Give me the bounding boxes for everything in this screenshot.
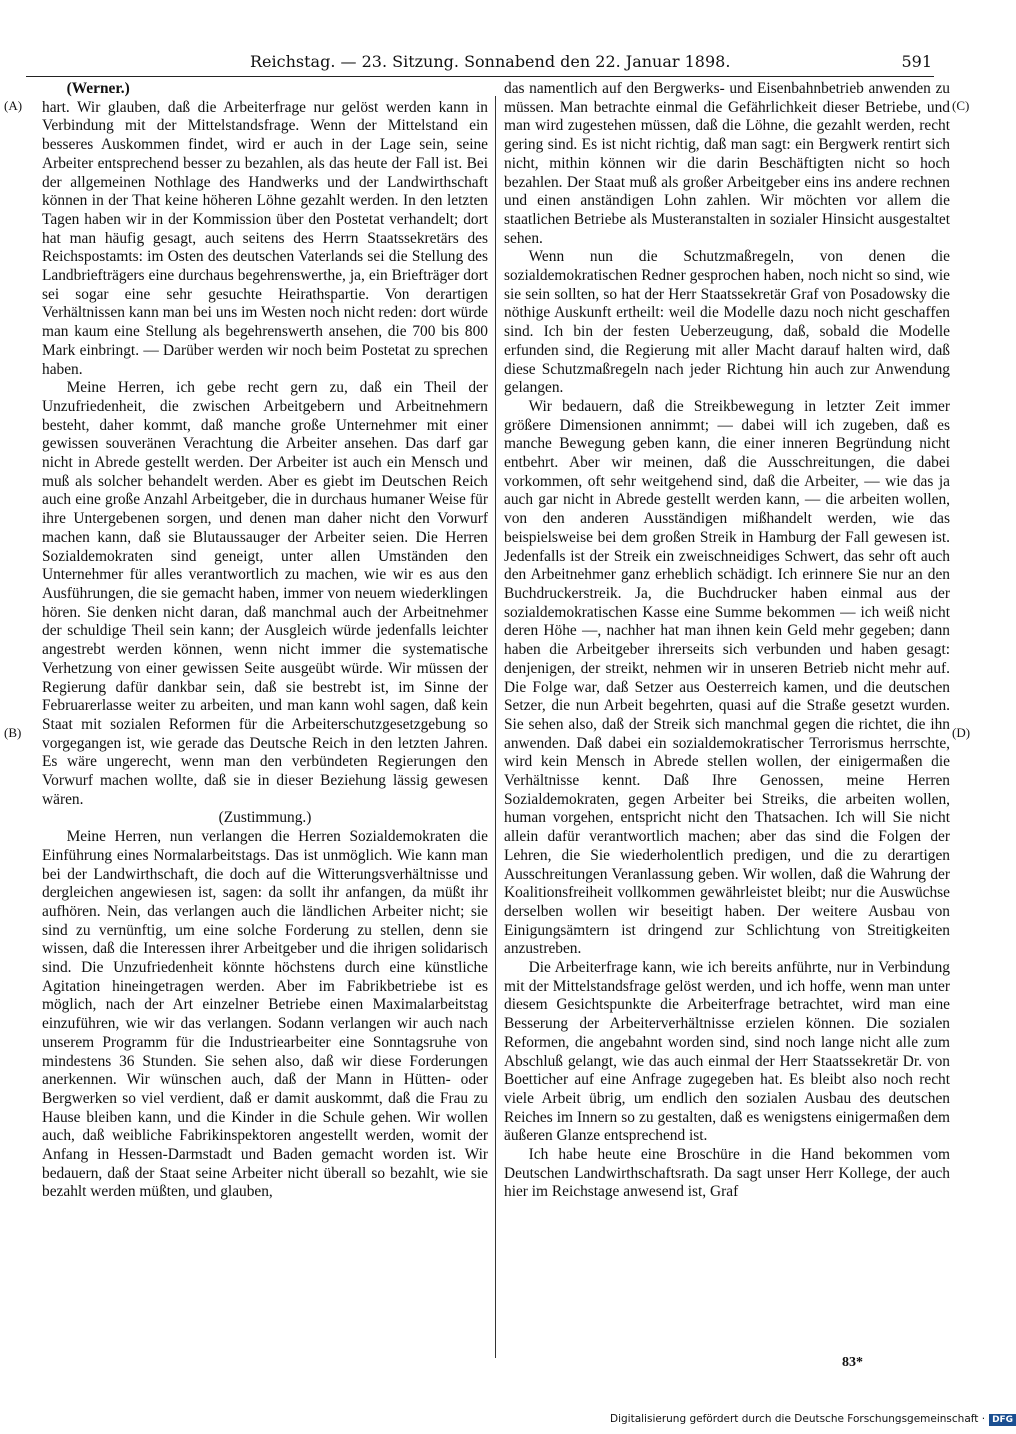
paragraph: Meine Herren, nun verlangen die Herren Sozialdemokraten die Einführung eines Normalarbeitstags. Das ist unmöglich. Wie kann man bei der Landwirthschaft, die doch auf die Witterungsverhältnisse und dergleichen angewiesen ist, sagen: da sollt ihr anfangen, da müßt ihr aufhören. Nein, das verlangen auch die ländlichen Arbeiter nicht; sie sind zu vernünftig, um eine solche Forderung zu stellen, denn sie wissen, daß die Interessen ihrer Arbeitgeber und die ihrigen solidarisch sind. Die Unzufriedenheit könnte höchstens durch eine künstliche Agitation hineingetragen werden. Aber im Fabrikbetriebe ist es möglich, nach der Art einzelner Betriebe einen Maximalarbeitstag einzuführen, wie wir das verlangen. Sodann verlangen wir auch nach unserem Programm für die Industriearbeiter eine Sonntagsruhe von mindestens 36 Stunden. Sie sehen also, daß wir diese Forderungen anerkennen. Wir wünschen auch, daß der Mann in Hütten- oder Bergwerken so viel verdient, daß er damit auskommt, daß die Frau zu Hause bleiben kann, und die Kinder in die Schule gehen. Wir wollen auch, daß weibliche Fabrikinspektoren angestellt werden, womit der Anfang in Hessen-Darmstadt und Baden gemacht worden ist. Wir bedauern, daß der Staat seine Arbeiter nicht überall so bezahlt, wie sie bezahlt werden müßten, und glauben, (42, 828, 488, 1201)
footer-text: Digitalisierung gefördert durch die Deutsche Forschungsgemeinschaft · (610, 1413, 986, 1425)
margin-marker-c: (C) (952, 98, 970, 113)
paragraph: das namentlich auf den Bergwerks- und Eisenbahnbetrieb anwenden zu müssen. Man betrachte einmal die Gefährlichkeit dieser Betriebe, und man wird zugestehen müssen, daß die Löhne, die gezahlt werden, recht gering sind. Es ist nicht richtig, daß man sagt: ein Bergwerk rentirt sich nicht, mithin können wir die darin Beschäftigten nicht so hoch bezahlen. Der Staat muß als großer Arbeitgeber eins ins andere rechnen und einen anständigen Lohn zahlen. Wir möchten vor allem die staatlichen Betriebe als Musteranstalten in sozialer Hinsicht ausgestaltet sehen. (504, 80, 950, 247)
margin-marker-d: (D) (952, 725, 971, 740)
margin-marker-a: (A) (4, 98, 23, 113)
header-rule (26, 76, 934, 77)
paragraph: Wenn nun die Schutzmaßregeln, von denen die sozialdemokratischen Redner gesprochen haben, noch nicht so sind, wie sie sein sollten, so hat der Herr Staatssekretär Graf von Posadowsky die nöthige Auskunft ertheilt: weil die Modelle dazu noch nicht geschaffen sind. Ich bin der festen Ueberzeugung, daß, sobald die Modelle erfunden sind, die Regierung mit aller Macht darauf halten wird, daß diese Schutzmaßregeln nach jeder Richtung hin auch zur Anwendung gelangen. (504, 248, 950, 397)
page-header (250, 48, 932, 74)
speaker-name: (Werner.) (66, 80, 130, 97)
interjection: (Zustimmung.) (218, 809, 312, 827)
right-column (504, 80, 950, 1368)
paragraph: Ich habe heute eine Broschüre in die Hand bekommen vom Deutschen Landwirthschaftsrath. Da sagt unser Herr Kollege, der auch hier im Reichstage anwesend ist, Graf (504, 1146, 950, 1201)
column-divider (495, 96, 496, 1358)
left-column (42, 80, 488, 1368)
sheet-signature: 83* (842, 1355, 863, 1370)
paragraph: hart. Wir glauben, daß die Arbeiterfrage nur gelöst werden kann in Verbindung mit der Mittelstandsfrage. Wenn der Mittelstand ein besseres Auskommen findet, wird er auch in der Lage sein, seine Arbeiter entsprechend besser zu bezahlen, als das heute der Fall ist. Bei der allgemeinen Nothlage des Handwerks und der Landwirthschaft können in der That keine höheren Löhne gezahlt werden. In den letzten Tagen haben wir in der Kommission über den Postetat verhandelt; dort hat man häufig gesagt, auch seitens des Herrn Staatssekretärs des Reichspostamts: im Osten des deutschen Vaterlands sei die Stellung des Landbriefträgers eine durchaus begehrenswerthe, ja, ein Briefträger dort sei sogar eine sehr gesuchte Heirathspartie. Von derartigen Verhältnissen kann man bei uns im Westen noch nicht reden: dort würde man kaum eine Stellung als begehrenswerth ansehen, die 700 bis 800 Mark einbringt. — Darüber werden wir noch beim Postetat zu sprechen haben. (42, 98, 488, 378)
footer (610, 1413, 1014, 1426)
page-number: 591 (901, 51, 932, 71)
header-title: Reichstag. — 23. Sitzung. Sonnabend den 22. Januar 1898. (250, 51, 731, 71)
margin-marker-b: (B) (4, 725, 22, 740)
dfg-logo: DFG (989, 1414, 1016, 1426)
paragraph: Die Arbeiterfrage kann, wie ich bereits anführte, nur in Verbindung mit der Mittelstandsfrage gelöst werden, und ich hoffe, wenn man unter diesem Gesichtspunkte die Arbeiterfrage betrachtet, wird man eine Besserung der Arbeiterverhältnisse erzielen können. Die sozialen Reformen, die angebahnt worden sind, sind noch lange nicht alle zum Abschluß gelangt, wie das auch einmal der Herr Staatssekretär Dr. von Boetticher auf eine Anfrage zugegeben hat. Es bleibt also noch recht viele Arbeit übrig, um endlich den sozialen Ausbau des deutschen Reiches im Innern so zu gestalten, daß es wenigstens einigermaßen dem äußeren Glanze entsprechend ist. (504, 959, 950, 1145)
paragraph: Wir bedauern, daß die Streikbewegung in letzter Zeit immer größere Dimensionen annimmt; — dabei will ich zugeben, daß es manche Bewegung geben kann, die einer inneren Begründung nicht entbehrt. Aber wir meinen, daß die Ausschreitungen, die dabei vorkommen, oft sehr weitgehend sind, daß die Arbeiter, — wie das ja auch gar nicht in Abrede gestellt werden kann, — die arbeiten wollen, von den anderen Ausständigen mißhandelt werden, wie das beispielsweise bei dem großen Streik in Hamburg der Fall gewesen ist. Jedenfalls ist der Streik ein zweischneidiges Schwert, das sehr oft auch den Arbeitnehmer ganz erheblich schädigt. Ich erinnere Sie nur an den Buchdruckerstreik. Ja, die Buchdrucker haben einmal aus der sozialdemokratischen Kasse eine Summe bekommen — ich weiß nicht deren Höhe —, nachher hat man ihnen kein Geld mehr gegeben; dann haben die Arbeitgeber ihrerseits sich verbunden und haben gesagt: denjenigen, der streikt, nehmen wir in unseren Betrieb nicht mehr auf. Die Folge war, daß Setzer aus Oesterreich kamen, und die deutschen Setzer, die nun Arbeit begehrten, quasi auf die Straße gesetzt wurden. Sie sehen also, daß der Streik sich manchmal gegen die richtet, die ihn anwenden. Daß dabei ein sozialdemokratischer Terrorismus herrschte, wird kein Mensch in Abrede stellen wollen, der einigermaßen die Verhältnisse kennt. Daß Ihre Genossen, meine Herren Sozialdemokraten, gegen Arbeiter bei Streiks, die arbeiten wollen, human vorgehen, entspricht nicht den Thatsachen. Ich will Sie nicht allein dafür verantwortlich machen; aber das sind die Folgen der Lehren, die Sie wiederholentlich predigen, und die zu derartigen Ausschreitungen Veranlassung geben. Wir wollen, daß die Wahrung der Koalitionsfreiheit vollkommen gewährleistet bleibt; nur die Auswüchse derselben wollen wir beseitigt haben. Der weitere Ausbau von Einigungsämtern ist dringend zur Schlichtung von Streitigkeiten anzustreben. (504, 397, 950, 958)
paragraph: Meine Herren, ich gebe recht gern zu, daß ein Theil der Unzufriedenheit, die zwischen Arbeitgebern und Arbeitnehmern besteht, daher kommt, daß manche große Unternehmer mit einer gewissen souveränen Verachtung die Arbeiter ansehen. Das darf gar nicht in Abrede gestellt werden. Der Arbeiter ist auch ein Mensch und muß als solcher behandelt werden. Aber es giebt im Deutschen Reich auch eine große Anzahl Arbeitgeber, die in durchaus humaner Weise für ihre Untergebenen sorgen, und denen man daher nicht den Vorwurf machen kann, daß sie Blutaussauger der Arbeiter seien. Die Herren Sozialdemokraten sind geneigt, unter allen Umständen den Unternehmer für alles verantwortlich zu machen, wie wir es aus den Ausführungen, die sie gemacht haben, immer von neuem wiederklingen hören. Sie denken nicht daran, daß manchmal auch der Arbeitnehmer der schuldige Theil sein kann; der Ausgleich würde jedenfalls leichter angestrebt werden können, wenn nicht immer die systematische Verhetzung von einer gewissen Seite ausgeübt würde. Wir müssen der Regierung dafür dankbar sein, daß sie bestrebt ist, im Sinne der Februarerlasse weiter zu arbeiten, und man kann wohl sagen, daß kein Staat mit sozialen Reformen für die Arbeiterschutzgesetzgebung so vorgegangen ist, wie gerade das Deutsche Reich in den letzten Jahren. Es wäre ungerecht, wenn man den verbündeten Regierungen den Vorwurf machen wollte, daß sie in dieser Beziehung lässig gewesen wären. (42, 379, 488, 808)
